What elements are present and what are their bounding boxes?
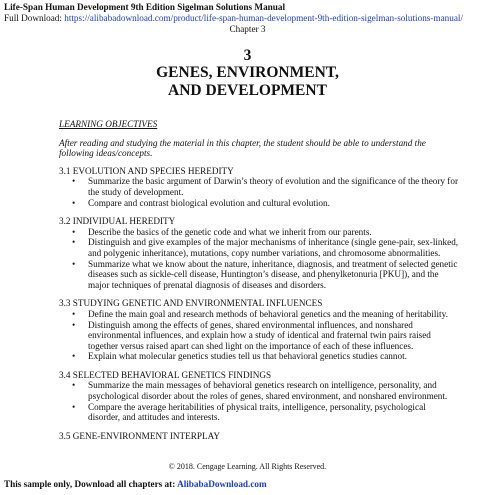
- chapter-number: 3: [243, 47, 252, 64]
- sample-link[interactable]: AlibabaDownload.com: [177, 479, 267, 489]
- objective-item: • Summarize the main messages of behavioral genetics research on intelligence, personality, and psychological disorder about the roles of genes, shared environment, and nonshared environment.: [59, 380, 459, 401]
- objective-item: • Define the main goal and research methods of behavioral genetics and the meaning of heritability.: [59, 309, 459, 320]
- section-heading: 3.3 STUDYING GENETIC AND ENVIRONMENTAL INFLUENCES: [59, 298, 323, 309]
- objective-item: • Compare the average heritabilities of physical traits, intelligence, personality, psychological disorder, and attitudes and interests.: [59, 402, 459, 423]
- section-heading: 3.2 INDIVIDUAL HEREDITY: [59, 216, 176, 227]
- section-heading: 3.1 EVOLUTION AND SPECIES HEREDITY: [59, 165, 234, 176]
- objectives-heading: LEARNING OBJECTIVES: [59, 119, 158, 129]
- objective-section: [59, 298, 459, 362]
- objective-item: • Distinguish and give examples of the major mechanisms of inheritance (single gene-pair, sex-linked, and polygenic inheritance), mutations, copy number variations, and chromosome abnormalities.: [59, 237, 459, 258]
- copyright-footer: © 2018. Cengage Learning. All Rights Reserved.: [168, 462, 327, 471]
- objective-section: [59, 370, 459, 423]
- objective-item: • Summarize what we know about the nature, inheritance, diagnosis, and treatment of selected genetic diseases such as sickle-cell disease, Huntington’s disease, and phenylketonuria [PKU]), and the major techniques of prenatal diagnosis of diseases and disorders.: [59, 259, 459, 291]
- sample-prefix: This sample only, Download all chapters at:: [4, 479, 178, 489]
- objectives-intro: After reading and studying the material in this chapter, the student should be able to understand the following ideas/concepts.: [59, 137, 426, 159]
- objective-item: • Explain what molecular genetics studies tell us that behavioral genetics studies cannot.: [59, 351, 459, 362]
- objective-item: • Summarize the basic argument of Darwin’s theory of evolution and the significance of the theory for the study of development.: [59, 176, 459, 197]
- objective-item: • Compare and contrast biological evolution and cultural evolution.: [59, 198, 459, 209]
- objective-list: [59, 176, 459, 208]
- section-heading: 3.4 SELECTED BEHAVIORAL GENETICS FINDINGS: [59, 369, 272, 380]
- objective-section: [59, 216, 459, 290]
- chapter-title-line-2: AND DEVELOPMENT: [168, 82, 327, 99]
- objective-list: [59, 380, 459, 422]
- document-title-header: Life-Span Human Development 9th Edition Sigelman Solutions Manual: [4, 2, 286, 12]
- chapter-title: [0, 64, 495, 100]
- full-download-line: [4, 13, 463, 23]
- objective-item: • Describe the basics of the genetic code and what we inherit from our parents.: [59, 227, 459, 238]
- objective-list: [59, 227, 459, 291]
- download-link[interactable]: https://alibabadownload.com/product/life-span-human-development-9th-edition-sigelman-solutions-manual/: [64, 13, 464, 23]
- chapter-title-line-1: GENES, ENVIRONMENT,: [156, 64, 339, 81]
- chapter-content: [59, 119, 459, 449]
- chapter-label: Chapter 3: [229, 24, 266, 34]
- objective-section: [59, 431, 459, 442]
- download-prefix: Full Download:: [4, 13, 65, 23]
- objective-item: • Distinguish among the effects of genes, shared environmental influences, and nonshared environmental influences, and explain how a study of identical and fraternal twin pairs raised together versus raised apart can shed light on the importance of each of these influences.: [59, 320, 459, 352]
- objectives-sections: [59, 166, 459, 442]
- sample-notice: [4, 479, 267, 489]
- objective-list: [59, 309, 459, 362]
- section-heading: 3.5 GENE-ENVIRONMENT INTERPLAY: [59, 430, 221, 441]
- objective-section: [59, 166, 459, 208]
